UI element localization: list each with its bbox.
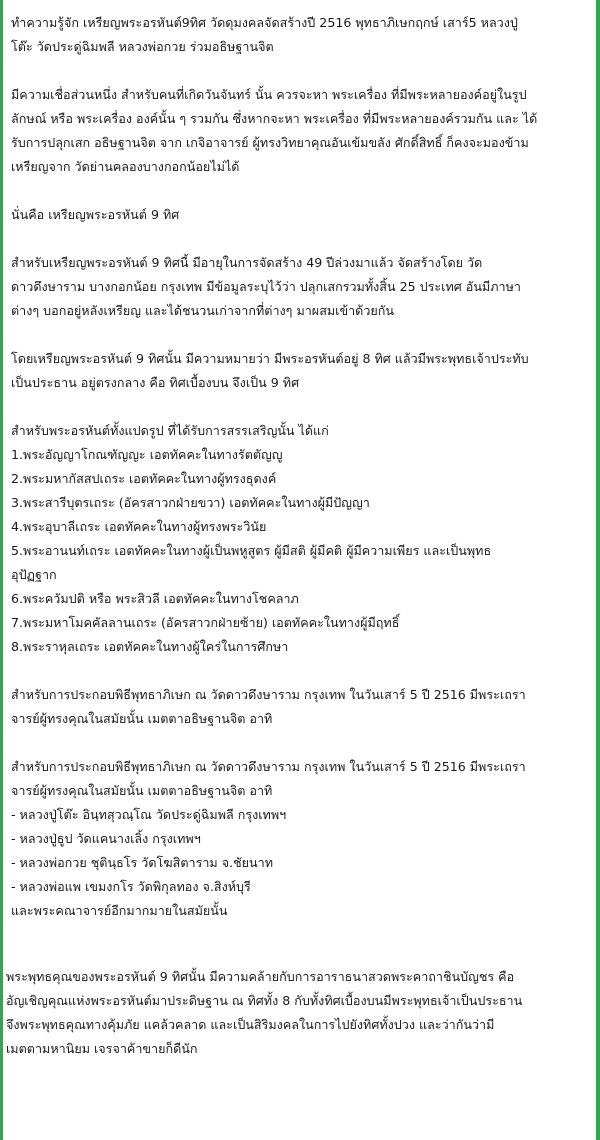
history-paragraph (11, 251, 593, 323)
text-line: เหรียญจาก วัดย่านคลองบางกอกน้อยไม่ได้ (11, 159, 240, 174)
virtue-paragraph (6, 965, 593, 1061)
list-item: - หลวงพ่อแพ เขมงกโร วัดพิกุลทอง จ.สิงห์บุรี (11, 879, 251, 894)
ceremony-paragraph (11, 683, 593, 731)
list-item: 6.พระควัมปติ หรือ พระสิวลี เอตทัคคะในทางโชคลาภ (11, 591, 299, 606)
list-item: 7.พระมหาโมคคัลลานเถระ (อัครสาวกฝ่ายซ้าย) เอตทัคคะในทางผู้มีฤทธิ์ (11, 615, 400, 630)
list-item: 2.พระมหากัสสปเถระ เอตทัคคะในทางผู้ทรงธุดงค์ (11, 471, 277, 486)
text-line: จึงพระพุทธคุณทางคุ้มภัย แคล้วคลาด และเป็นสิริมงคลในการไปยังทิศทั้งปวง และว่ากันว่ามี (6, 1017, 495, 1032)
text-line: อัญเชิญคุณแห่งพระอรหันต์มาประดิษฐาน ณ ทิศทั้ง 8 กับทั้งทิศเบื้องบนมีพระพุทธเจ้าเป็นประธาน (6, 993, 523, 1008)
list-item: - หลวงปู่ธูป วัดแคนางเลิ้ง กรุงเทพฯ (11, 831, 201, 846)
text-line: สำหรับการประกอบพิธีพุทธาภิเษก ณ วัดดาวดึงษาราม กรุงเทพ ในวันเสาร์ 5 ปี 2516 มีพระเถรา (11, 759, 526, 774)
spacer (11, 395, 593, 419)
spacer (11, 659, 593, 683)
text-line: รับการปลุกเสก อธิษฐานจิต จาก เกจิอาจารย์ ผู้ทรงวิทยาคุณอันเข้มขลัง ศักดิ์สิทธิ์ ก็คงจะมองข้าม (11, 135, 529, 150)
text-line: และพระคณาจารย์อีกมากมายในสมัยนั้น (11, 903, 228, 918)
text-line: สำหรับการประกอบพิธีพุทธาภิเษก ณ วัดดาวดึงษาราม กรุงเทพ ในวันเสาร์ 5 ปี 2516 มีพระเถรา (11, 687, 526, 702)
text-line: โต๊ะ วัดประดู่ฉิมพลี หลวงพ่อกวย ร่วมอธิษฐานจิต (11, 39, 274, 54)
ceremony-monk-list (11, 755, 593, 923)
spacer (11, 59, 593, 83)
text-line: โดยเหรียญพระอรหันต์ 9 ทิศนั้น มีความหมายว่า มีพระอรหันต์อยู่ 8 ทิศ แล้วมีพระพุทธเจ้าประทับ (11, 351, 529, 366)
list-item: - หลวงปู่โต๊ะ อินฺทสุวณฺโณ วัดประดู่ฉิมพลี กรุงเทพฯ (11, 807, 287, 822)
page-frame-right (596, 0, 600, 1140)
list-item: 4.พระอุบาลีเถระ เอตทัคคะในทางผู้ทรงพระวินัย (11, 519, 267, 534)
text-line: จารย์ผู้ทรงคุณในสมัยนั้น เมตตาอธิษฐานจิต อาทิ (11, 711, 273, 726)
text-line: จารย์ผู้ทรงคุณในสมัยนั้น เมตตาอธิษฐานจิต อาทิ (11, 783, 273, 798)
answer-paragraph (11, 203, 593, 227)
spacer (11, 923, 593, 965)
text-line: พระพุทธคุณของพระอรหันต์ 9 ทิศนั้น มีความคล้ายกับการอาราธนาสวดพระคาถาชินบัญชร คือ (6, 969, 515, 984)
spacer (11, 731, 593, 755)
list-item: 5.พระอานนท์เถระ เอตทัคคะในทางผู้เป็นพหูสูตร ผู้มีสติ ผู้มีคติ ผู้มีความเพียร และเป็นพุทธ (11, 543, 492, 558)
spacer (11, 179, 593, 203)
list-item: - หลวงพ่อกวย ชุตินฺธโร วัดโฆสิตาราม จ.ชัยนาท (11, 855, 274, 870)
text-line: สำหรับเหรียญพระอรหันต์ 9 ทิศนี้ มีอายุในการจัดสร้าง 49 ปีล่วงมาแล้ว จัดสร้างโดย วัด (11, 255, 483, 270)
meaning-paragraph (11, 347, 593, 395)
arahant-list (11, 419, 593, 659)
text-line: เมตตามหานิยม เจรจาค้าขายก็ดีนัก (6, 1041, 198, 1056)
article-body (6, 11, 593, 1061)
page-frame-left (0, 0, 3, 1140)
list-heading: สำหรับพระอรหันต์ทั้งแปดรูป ที่ได้รับการสรรเสริญนั้น ได้แก่ (11, 423, 329, 438)
text-line: ลักษณ์ หรือ พระเครื่อง องค์นั้น ๆ รวมกัน ซึ่งหากจะหา พระเครื่อง ที่มีพระหลายองค์รวมกัน และ ได้ (11, 111, 538, 126)
text-line: นั่นคือ เหรียญพระอรหันต์ 9 ทิศ (11, 207, 180, 222)
text-line: ดาวดึงษาราม บางกอกน้อย กรุงเทพ มีข้อมูลระบุไว้ว่า ปลุกเสกรวมทั้งสิ้น 25 ประเทศ อันมีภาษา (11, 279, 521, 294)
text-line: เป็นประธาน อยู่ตรงกลาง คือ ทิศเบื้องบน จึงเป็น 9 ทิศ (11, 375, 300, 390)
list-item: 1.พระอัญญาโกณฑัญญะ เอตทัคคะในทางรัตตัญญู (11, 447, 283, 462)
list-item: 8.พระราหุลเถระ เอตทัคคะในทางผู้ใคร่ในการศึกษา (11, 639, 289, 654)
list-item: 3.พระสารีบุตรเถระ (อัครสาวกฝ่ายขวา) เอตทัคคะในทางผู้มีปัญญา (11, 495, 370, 510)
text-line: ทำความรู้จัก เหรียญพระอรหันต์9ทิศ วัดดุมงคลจัดสร้างปี 2516 พุทธาภิเษกฤกษ์ เสาร์5 หลวงปู่ (11, 15, 518, 30)
text-line: มีความเชื่อส่วนหนึ่ง สำหรับคนที่เกิดวันจันทร์ นั้น ควรจะหา พระเครื่อง ที่มีพระหลายองค์อยู่ในรูป (11, 87, 527, 102)
list-item: อุปัฏฐาก (11, 567, 57, 582)
spacer (11, 227, 593, 251)
text-line: ต่างๆ บอกอยู่หลังเหรียญ และได้ชนวนเก่าจากที่ต่างๆ มาผสมเข้าด้วยกัน (11, 303, 395, 318)
spacer (11, 323, 593, 347)
intro-paragraph (11, 11, 593, 59)
belief-paragraph (11, 83, 593, 179)
